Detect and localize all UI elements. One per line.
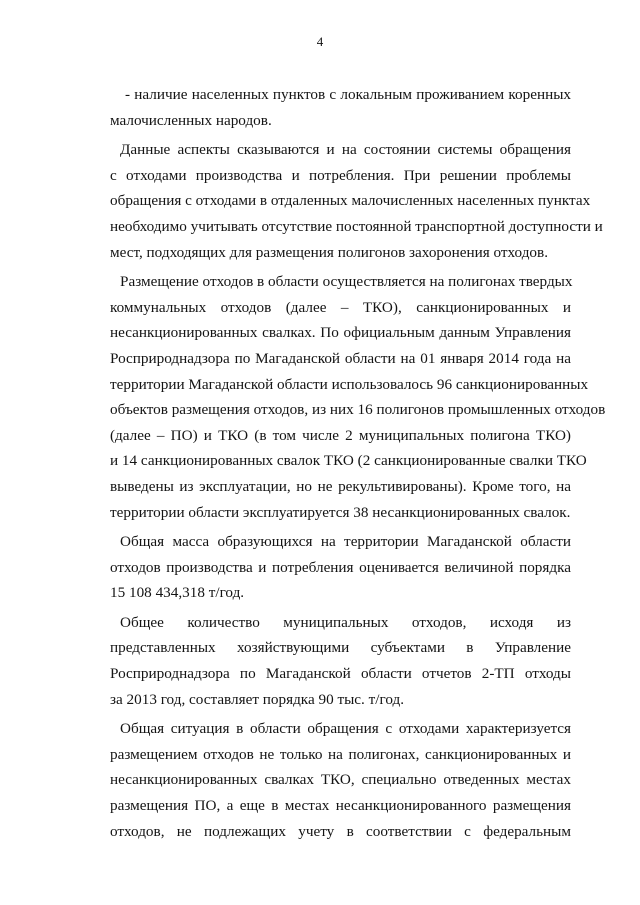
paragraph-3 bbox=[110, 269, 606, 525]
text-line: объектов размещения отходов, из них 16 полигонов промышленных отходов bbox=[110, 401, 606, 419]
text-line: с отходами производства и потребления. При решении проблемы bbox=[110, 166, 571, 184]
text-line: несанкционированных свалках ТКО, специально отведенных местах bbox=[110, 771, 571, 789]
page-number: 4 bbox=[316, 34, 324, 49]
text-line: выведены из эксплуатации, но не рекультивированы). Кроме того, на bbox=[110, 477, 571, 495]
text-line: территории области эксплуатируется 38 несанкционированных свалок. bbox=[110, 503, 571, 521]
text-line: за 2013 год, составляет порядка 90 тыс. т/год. bbox=[110, 690, 405, 708]
text-line: коммунальных отходов (далее – ТКО), санкционированных и bbox=[110, 298, 571, 316]
body-text bbox=[110, 82, 606, 844]
text-line: представленных хозяйствующими субъектами в Управление bbox=[110, 639, 571, 657]
paragraph-1 bbox=[110, 82, 571, 133]
text-line: размещения ПО, а еще в местах несанкционированного размещения bbox=[110, 797, 571, 815]
text-line: мест, подходящих для размещения полигонов захоронения отходов. bbox=[110, 243, 548, 261]
text-line: несанкционированных свалках. По официальным данным Управления bbox=[110, 324, 571, 342]
text-line: размещением отходов не только на полигонах, санкционированных и bbox=[110, 745, 571, 763]
text-line: Размещение отходов в области осуществляется на полигонах твердых bbox=[120, 273, 573, 291]
text-line: Общая ситуация в области обращения с отходами характеризуется bbox=[120, 720, 571, 738]
text-line: отходов производства и потребления оценивается величиной порядка bbox=[110, 558, 571, 576]
paragraph-4 bbox=[110, 529, 571, 606]
paragraph-2 bbox=[110, 137, 603, 265]
text-line: отходов, не подлежащих учету в соответствии с федеральным bbox=[110, 822, 571, 840]
text-line: Общее количество муниципальных отходов, исходя из bbox=[120, 613, 571, 631]
text-line: Общая масса образующихся на территории Магаданской области bbox=[120, 533, 571, 551]
text-line: Данные аспекты сказываются и на состоянии системы обращения bbox=[120, 141, 571, 159]
text-line: 15 108 434,318 т/год. bbox=[110, 584, 245, 602]
text-line: - наличие населенных пунктов с локальным проживанием коренных bbox=[125, 86, 571, 103]
text-line: Росприроднадзора по Магаданской области на 01 января 2014 года на bbox=[110, 349, 571, 367]
paragraph-6 bbox=[110, 716, 571, 844]
text-line: и 14 санкционированных свалок ТКО (2 санкционированные свалки ТКО bbox=[110, 452, 587, 470]
text-line: необходимо учитывать отсутствие постоянной транспортной доступности и bbox=[110, 217, 603, 235]
text-line: (далее – ПО) и ТКО (в том числе 2 муниципальных полигона ТКО) bbox=[110, 426, 571, 444]
paragraph-5 bbox=[110, 610, 571, 712]
text-line: обращения с отходами в отдаленных малочисленных населенных пунктах bbox=[110, 192, 591, 210]
text-line: малочисленных народов. bbox=[110, 111, 272, 129]
text-line: территории Магаданской области использовалось 96 санкционированных bbox=[110, 375, 589, 393]
text-line: Росприроднадзора по Магаданской области отчетов 2-ТП отходы bbox=[110, 665, 571, 683]
